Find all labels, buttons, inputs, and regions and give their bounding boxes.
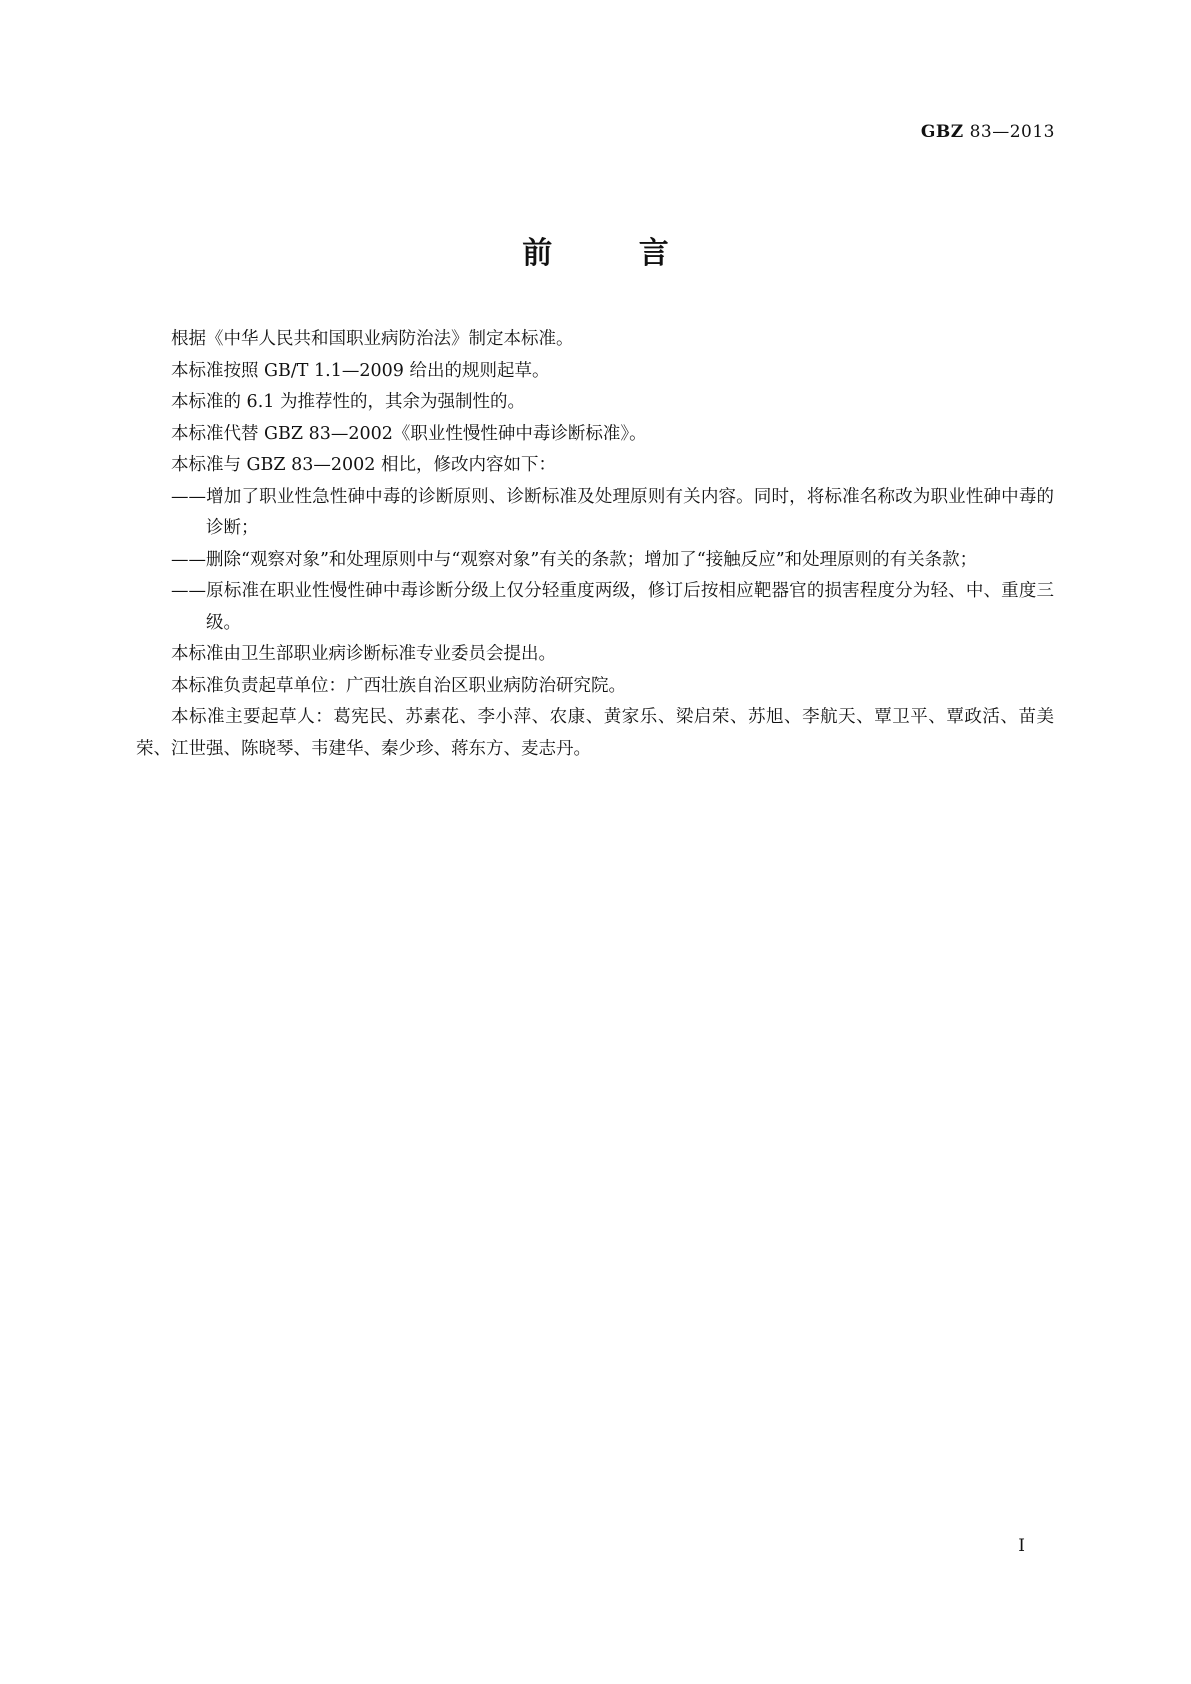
paragraph-drafters: 本标准主要起草人：葛宪民、苏素花、李小萍、农康、黄家乐、梁启荣、苏旭、李航天、覃卫平、覃政活、苗美荣、江世强、陈晓琴、韦建华、秦少珍、蒋东方、麦志丹。 [136, 707, 1054, 759]
change-item-text: 原标准在职业性慢性砷中毒诊断分级上仅分轻重度两级，修订后按相应靶器官的损害程度分为轻、中、重度三级。 [206, 581, 1054, 633]
page-title: 前 言 [522, 236, 707, 271]
change-item [136, 545, 1054, 577]
change-item-text: 增加了职业性急性砷中毒的诊断原则、诊断标准及处理原则有关内容。同时，将标准名称改为职业性砷中毒的诊断； [206, 486, 1054, 538]
foreword-body [136, 324, 1054, 765]
change-item [136, 576, 1054, 639]
paragraph-replaces: 本标准代替 GBZ 83—2002《职业性慢性砷中毒诊断标准》。 [171, 423, 647, 444]
change-item-text: 删除“观察对象”和处理原则中与“观察对象”有关的条款；增加了“接触反应”和处理原则的有关条款； [206, 549, 978, 570]
page-number: I [1018, 1536, 1025, 1556]
paragraph-drafting-unit: 本标准负责起草单位：广西壮族自治区职业病防治研究院。 [171, 675, 626, 696]
document-code-number: 83—2013 [969, 122, 1055, 142]
paragraph-proposer: 本标准由卫生部职业病诊断标准专业委员会提出。 [171, 644, 556, 664]
paragraph-basis: 根据《中华人民共和国职业病防治法》制定本标准。 [171, 329, 574, 349]
dash-mark: —— [171, 581, 206, 601]
dash-mark: —— [171, 549, 206, 570]
dash-mark: —— [171, 486, 206, 507]
paragraph-changes-intro: 本标准与 GBZ 83—2002 相比，修改内容如下： [171, 455, 556, 475]
document-code [921, 122, 1055, 142]
document-code-prefix: GBZ [920, 122, 964, 142]
change-item [136, 482, 1054, 545]
paragraph-recommended-clause: 本标准的 6.1 为推荐性的，其余为强制性的。 [171, 392, 525, 412]
paragraph-drafting-rules: 本标准按照 GB/T 1.1—2009 给出的规则起草。 [171, 360, 550, 381]
